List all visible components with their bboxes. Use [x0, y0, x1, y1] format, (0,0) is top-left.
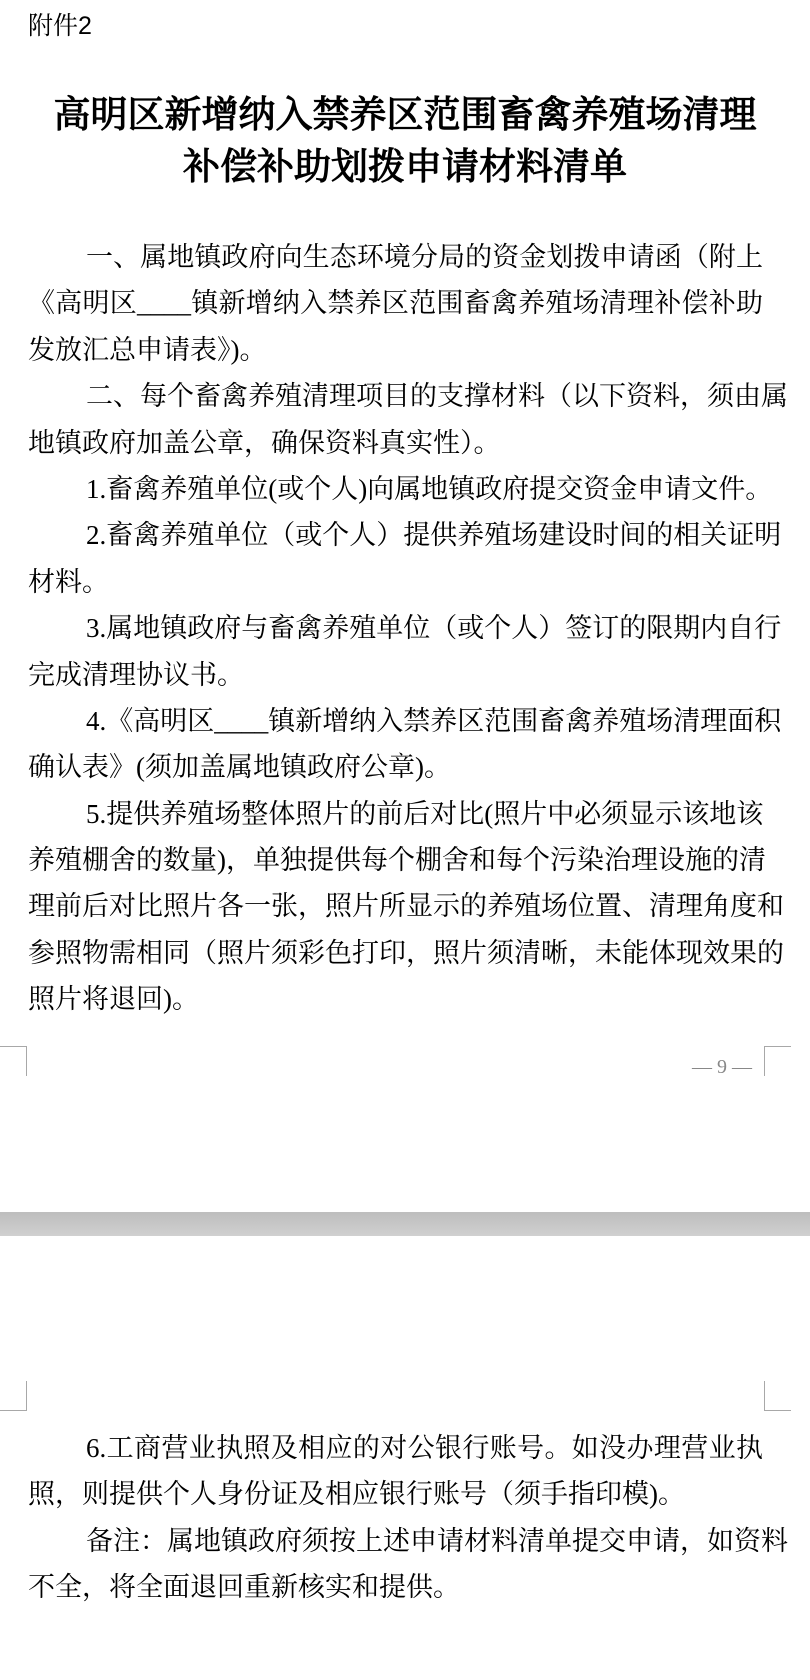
paragraph-line: 照片将退回)。 [28, 984, 199, 1015]
page-corner-mark [0, 1381, 27, 1411]
paragraph-line: 不全，将全面退回重新核实和提供。 [28, 1572, 460, 1603]
paragraph-line: 3.属地镇政府与畜禽养殖单位（或个人）签订的限期内自行 [86, 613, 782, 644]
document-title-line-2: 补偿补助划拨申请材料清单 [183, 147, 627, 188]
paragraph-line: 6.工商营业执照及相应的对公银行账号。如没办理营业执 [86, 1433, 763, 1463]
document-title-line-1: 高明区新增纳入禁养区范围畜禽养殖场清理 [53, 95, 757, 136]
page-corner-mark [764, 1046, 791, 1076]
paragraph-line: 参照物需相同（照片须彩色打印，照片须清晰，未能体现效果的 [28, 937, 784, 968]
paragraph-line: 备注：属地镇政府须按上述申请材料清单提交申请，如资料 [86, 1525, 788, 1556]
page-corner-mark [764, 1381, 791, 1411]
page-2-body [28, 1425, 788, 1611]
paragraph-line: 养殖棚舍的数量)，单独提供每个棚舍和每个污染治理设施的清 [28, 845, 766, 876]
paragraph-line: 完成清理协议书。 [28, 659, 244, 690]
paragraph [28, 466, 773, 512]
paragraph-line: 二、每个畜禽养殖清理项目的支撑材料（以下资料，须由属 [86, 381, 788, 412]
paragraph-line: 材料。 [28, 566, 109, 597]
paragraph [28, 373, 788, 466]
paragraph-line: 1.畜禽养殖单位(或个人)向属地镇政府提交资金申请文件。 [86, 473, 773, 504]
paragraph [28, 1518, 788, 1611]
paragraph [28, 791, 784, 1023]
paragraph [28, 512, 782, 605]
paragraph-line: 确认表》(须加盖属地镇政府公章)。 [28, 752, 451, 783]
paragraph [28, 1425, 763, 1518]
page-1-body [28, 234, 788, 1023]
paragraph-line: 4.《高明区____镇新增纳入禁养区范围畜禽养殖场清理面积 [86, 705, 782, 736]
paragraph-line: 理前后对比照片各一张，照片所显示的养殖场位置、清理角度和 [28, 891, 784, 922]
paragraph-line: 地镇政府加盖公章，确保资料真实性）。 [28, 427, 501, 458]
page-corner-mark [0, 1046, 27, 1076]
paragraph [28, 698, 782, 791]
paragraph-line: 2.畜禽养殖单位（或个人）提供养殖场建设时间的相关证明 [86, 520, 782, 551]
attachment-label: 附件2 [28, 12, 92, 40]
paragraph-line: 照，则提供个人身份证及相应银行账号（须手指印模)。 [28, 1479, 685, 1510]
paragraph-line: 5.提供养殖场整体照片的前后对比(照片中必须显示该地该 [86, 798, 764, 829]
page-separator [0, 1212, 810, 1236]
paragraph-line: 发放汇总申请表》)。 [28, 334, 267, 365]
page-number: — 9 — [692, 1056, 752, 1078]
paragraph [28, 234, 763, 373]
paragraph-line: 《高明区____镇新增纳入禁养区范围畜禽养殖场清理补偿补助 [28, 288, 763, 319]
paragraph [28, 605, 782, 698]
paragraph-line: 一、属地镇政府向生态环境分局的资金划拨申请函（附上 [86, 242, 763, 272]
